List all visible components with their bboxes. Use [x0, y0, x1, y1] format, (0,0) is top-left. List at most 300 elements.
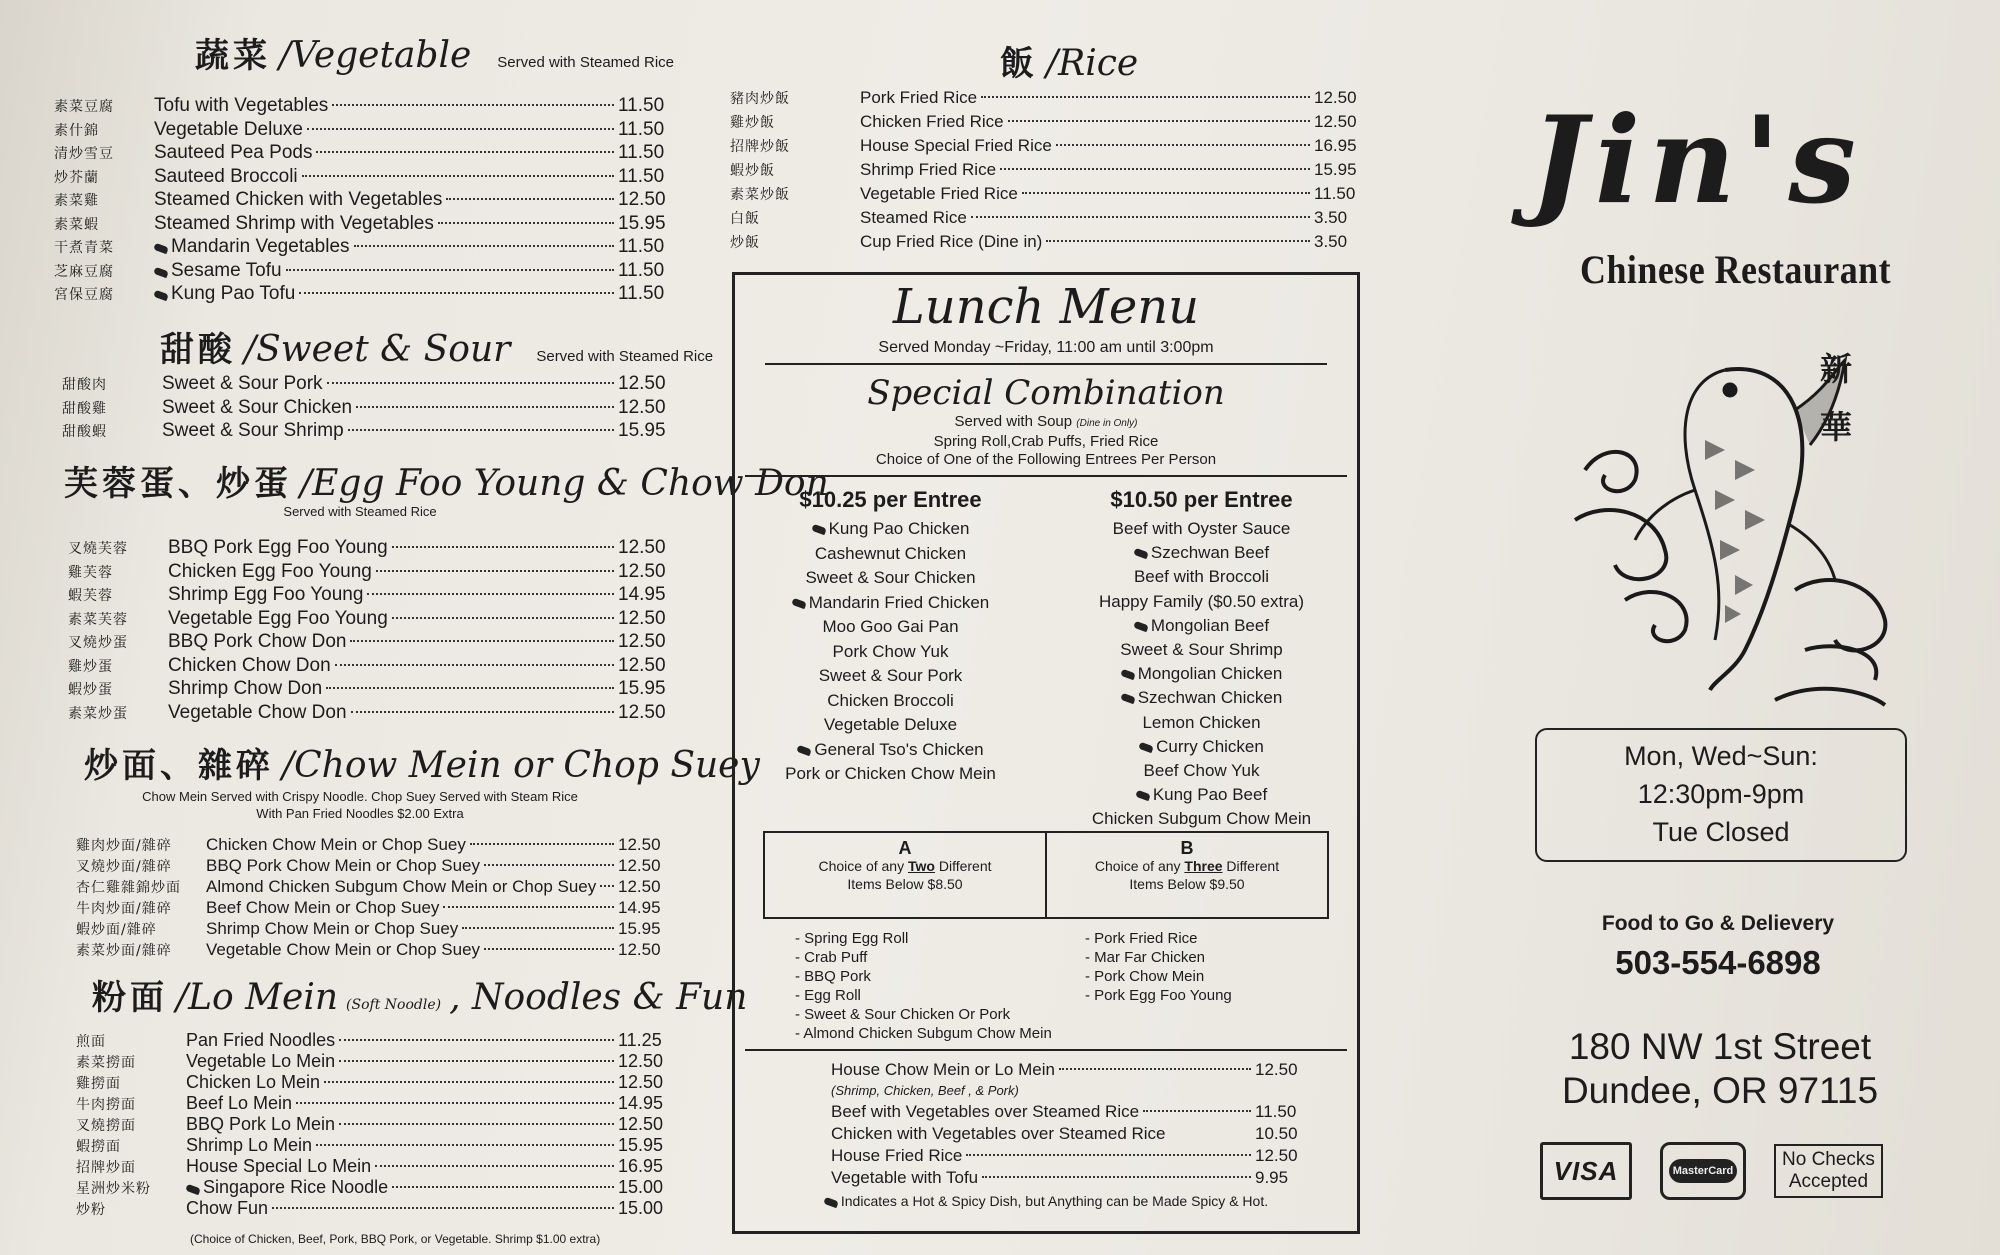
lo-mein-header — [92, 970, 747, 1019]
item-name: Shrimp Fried Rice — [860, 160, 997, 179]
hours-line-2: 12:30pm-9pm — [1637, 779, 1805, 809]
item-name: Pork Fried Rice — [860, 88, 978, 107]
vegetable-title: /Vegetable — [279, 35, 472, 76]
chow-mein-title-zh: 炒面、雜碎 — [84, 746, 274, 786]
item-price: 16.95 — [1314, 136, 1357, 155]
entree-name: Beef with Broccoli — [1133, 567, 1270, 587]
item-price: 12.50 — [1314, 88, 1357, 107]
entree-item — [1046, 517, 1357, 541]
item-price: 15.00 — [618, 1198, 664, 1218]
menu-item — [54, 282, 674, 306]
item-name: Kung Pao Tofu — [171, 283, 296, 304]
entree-item — [735, 517, 1046, 542]
item-chinese-name: 素菜炒蛋 — [68, 705, 128, 722]
address-city: Dundee, OR 97115 — [1561, 1070, 1879, 1111]
item-price: 15.95 — [618, 420, 666, 441]
item-name: Vegetable Lo Mein — [186, 1051, 336, 1071]
entree-item — [1046, 759, 1357, 783]
item-name: Sesame Tofu — [171, 259, 282, 281]
no-checks-badge — [1774, 1144, 1883, 1198]
entree-item — [1046, 735, 1357, 759]
combo-sides — [795, 929, 1317, 1043]
leader-dots — [392, 546, 614, 548]
item-chinese-name: 雞炒飯 — [730, 115, 775, 131]
pepper-icon — [1133, 621, 1149, 632]
side-item: - Sweet & Sour Chicken Or Pork — [795, 1006, 1011, 1024]
entree-item — [1046, 565, 1357, 589]
menu-item — [68, 536, 674, 560]
entree-item — [735, 542, 1046, 567]
pepper-icon — [185, 1184, 201, 1195]
leader-dots — [375, 1165, 614, 1167]
pepper-icon — [797, 744, 813, 755]
entree-column-1050 — [1046, 483, 1357, 831]
item-price: 12.50 — [618, 607, 666, 629]
item-price: 12.50 — [1314, 112, 1357, 131]
egg-foo-title: /Egg Foo Young & Chow Don — [300, 463, 829, 504]
entree-list-1050 — [1046, 517, 1357, 831]
menu-item — [68, 583, 674, 607]
leader-dots — [1022, 192, 1310, 194]
entree-item — [735, 615, 1046, 640]
item-chinese-name: 炒飯 — [730, 235, 760, 251]
menu-item — [76, 1051, 674, 1072]
menu-item — [730, 86, 1370, 110]
entree-name: Mongolian Chicken — [1137, 664, 1283, 684]
combo-a-text-2: Different — [934, 858, 992, 875]
entree-name: Pork or Chicken Chow Mein — [785, 764, 996, 783]
item-price: 15.95 — [618, 212, 666, 234]
chow-mein-notes — [40, 788, 680, 822]
item-name: Vegetable Chow Mein or Chop Suey — [206, 940, 481, 959]
leader-dots — [1008, 120, 1310, 122]
leader-dots — [350, 640, 614, 642]
logo-script: Jin's — [1530, 90, 1864, 231]
delivery-note: Food to Go & Delievery — [1601, 912, 1835, 935]
item-name: Mandarin Vegetables — [171, 236, 350, 257]
item-chinese-name: 干煮青菜 — [54, 240, 114, 256]
divider — [765, 363, 1327, 365]
koi-fish-icon — [1565, 350, 1895, 710]
entree-item — [735, 713, 1046, 738]
spicy-footnote — [735, 1193, 1357, 1209]
item-chinese-name: 叉燒炒面/雜碎 — [76, 859, 172, 875]
includes-note: Spring Roll,Crab Puffs, Fried Rice — [933, 433, 1159, 450]
item-price: 11.50 — [618, 95, 665, 116]
menu-item — [76, 876, 674, 897]
combo-ab-box — [763, 831, 1329, 919]
item-chinese-name: 雞炒蛋 — [68, 658, 113, 675]
hours-line-3: Tue Closed — [1652, 817, 1790, 847]
item-price: 3.50 — [1314, 232, 1348, 251]
menu-item — [76, 1198, 674, 1219]
item-chinese-name: 素菜雞 — [54, 193, 99, 209]
item-price: 10.50 — [1255, 1124, 1298, 1144]
egg-foo-header — [64, 456, 829, 505]
entree-name: Sweet & Sour Chicken — [805, 568, 976, 587]
item-name: Chicken Egg Foo Young — [168, 560, 372, 582]
item-chinese-name: 蝦炒蛋 — [68, 682, 113, 698]
pepper-icon — [153, 243, 169, 254]
combo-b-text: Choice of any — [1094, 858, 1185, 875]
mastercard-label: MasterCard — [1669, 1159, 1738, 1183]
item-name: BBQ Pork Lo Mein — [186, 1114, 336, 1134]
lo-mein-title-zh: 粉面 — [92, 978, 168, 1018]
item-name: Chicken Chow Don — [168, 654, 331, 676]
item-price: 9.95 — [1255, 1168, 1289, 1188]
combo-a — [765, 833, 1045, 917]
item-name: Vegetable Deluxe — [154, 118, 303, 140]
side-item: - Pork Chow Mein — [1085, 968, 1205, 986]
item-price: 14.95 — [618, 1093, 664, 1113]
entree-columns — [735, 483, 1357, 831]
rice-title: /Rice — [1046, 43, 1139, 84]
item-name: Pan Fried Noodles — [186, 1030, 336, 1050]
combo-a-count: Two — [907, 858, 935, 875]
item-chinese-name: 叉燒芙蓉 — [68, 541, 128, 557]
combo-b-price: Items Below $9.50 — [1129, 876, 1245, 893]
sweet-sour-header — [160, 322, 713, 371]
entree-name: Beef with Oyster Sauce — [1112, 519, 1291, 538]
entree-item — [735, 689, 1046, 714]
visa-icon: VISA — [1540, 1142, 1632, 1200]
menu-item — [76, 918, 674, 939]
item-chinese-name: 素菜炒面/雜碎 — [76, 943, 172, 959]
item-chinese-name: 素菜蝦 — [54, 216, 99, 233]
menu-item — [54, 118, 674, 142]
menu-item — [76, 855, 674, 876]
leader-dots — [438, 222, 614, 224]
leader-dots — [446, 198, 614, 200]
item-name: House Chow Mein or Lo Mein — [831, 1060, 1055, 1080]
menu-item — [76, 1072, 674, 1093]
item-name: Beef with Vegetables over Steamed Rice — [831, 1102, 1140, 1122]
item-chinese-name: 甜酸蝦 — [62, 424, 107, 440]
leader-dots — [316, 151, 614, 153]
special-combination-title: Special Combination — [867, 373, 1225, 413]
dine-in-only: (Dine in Only) — [1076, 418, 1138, 429]
item-name: Sweet & Sour Shrimp — [162, 420, 344, 441]
item-price: 12.50 — [618, 1072, 664, 1092]
menu-item — [62, 396, 674, 420]
list-item — [831, 1059, 1301, 1081]
entree-name: Kung Pao Beef — [1152, 785, 1268, 805]
leader-dots — [339, 1060, 614, 1062]
address-street: 180 NW 1st Street — [1568, 1026, 1872, 1067]
lunch-title: Lunch Menu — [892, 279, 1200, 335]
leader-dots — [981, 96, 1310, 98]
leader-dots — [327, 382, 614, 384]
item-chinese-name: 牛肉炒面/雜碎 — [76, 901, 172, 917]
item-price: 15.00 — [618, 1177, 664, 1197]
vegetable-title-zh: 蔬菜 — [195, 36, 271, 76]
rice-header — [1000, 36, 1138, 85]
item-chinese-name: 炒粉 — [76, 1202, 106, 1218]
item-name: Chicken with Vegetables over Steamed Rice — [831, 1124, 1166, 1144]
egg-foo-note: Served with Steamed Rice — [283, 504, 437, 519]
pepper-icon — [153, 290, 169, 301]
entree-item — [1046, 662, 1357, 686]
item-price: 12.50 — [618, 877, 661, 896]
item-chinese-name: 甜酸肉 — [62, 377, 107, 393]
soup-note: Served with Soup — [954, 413, 1073, 430]
item-name: Beef Lo Mein — [186, 1093, 293, 1113]
rice-list — [730, 86, 1370, 254]
item-price: 15.95 — [618, 919, 661, 938]
menu-item — [68, 560, 674, 584]
lunch-bottom-list — [831, 1059, 1301, 1189]
address — [1540, 1025, 1900, 1113]
item-name: Vegetable Chow Don — [168, 701, 347, 723]
chow-fun-note: (Choice of Chicken, Beef, Pork, BBQ Pork, or Vegetable. Shrimp $1.00 extra) — [190, 1232, 601, 1246]
item-name: BBQ Pork Chow Don — [168, 631, 347, 652]
lunch-menu-box — [732, 272, 1360, 1234]
item-price: 12.50 — [618, 537, 666, 558]
house-chow-mein-note: (Shrimp, Chicken, Beef , & Pork) — [831, 1083, 1019, 1099]
item-name: BBQ Pork Chow Mein or Chop Suey — [206, 856, 481, 875]
side-item: - Pork Fried Rice — [1085, 930, 1198, 948]
leader-dots — [1059, 1068, 1251, 1070]
item-price: 11.50 — [1255, 1102, 1297, 1122]
menu-item — [68, 607, 674, 631]
item-name: Steamed Chicken with Vegetables — [154, 189, 443, 210]
leader-dots — [316, 1144, 614, 1146]
leader-dots — [392, 617, 614, 619]
menu-item — [54, 94, 674, 118]
lo-mein-list — [76, 1030, 674, 1219]
sweet-sour-note: Served with Steamed Rice — [536, 348, 714, 365]
entree-item — [735, 664, 1046, 689]
pepper-icon — [1120, 669, 1136, 680]
menu-item — [76, 939, 674, 960]
item-price: 12.50 — [618, 560, 666, 582]
item-price: 12.50 — [618, 701, 666, 723]
leader-dots — [335, 664, 614, 666]
footnote-text: Indicates a Hot & Spicy Dish, but Anything can be Made Spicy & Hot. — [840, 1193, 1269, 1210]
combo-b-count: Three — [1184, 858, 1223, 875]
item-chinese-name: 牛肉撈面 — [76, 1097, 136, 1113]
entree-item — [1046, 541, 1357, 565]
menu-item — [54, 141, 674, 165]
menu-item — [54, 235, 674, 259]
item-name: Shrimp Chow Mein or Chop Suey — [206, 919, 459, 938]
item-price: 11.25 — [618, 1030, 662, 1050]
item-price: 16.95 — [618, 1156, 664, 1176]
menu-item — [730, 182, 1370, 206]
leader-dots — [307, 128, 614, 130]
choice-note: Choice of One of the Following Entrees Per Person — [875, 451, 1217, 468]
leader-dots — [462, 927, 614, 929]
item-price: 12.50 — [618, 654, 666, 676]
chow-mein-note-2: With Pan Fried Noodles $2.00 Extra — [256, 806, 464, 821]
side-item: - Spring Egg Roll — [795, 930, 909, 948]
item-chinese-name: 蝦炒飯 — [730, 163, 775, 179]
entree-item — [735, 762, 1046, 787]
item-chinese-name: 白飯 — [730, 211, 760, 227]
list-item — [831, 1167, 1301, 1189]
menu-item — [730, 206, 1370, 230]
combo-a-price: Items Below $8.50 — [847, 876, 963, 893]
phone-number: 503-554-6898 — [1615, 944, 1821, 981]
entree-name: Sweet & Sour Shrimp — [1120, 639, 1283, 659]
menu-item — [76, 1156, 674, 1177]
item-name: Vegetable with Tofu — [831, 1168, 979, 1188]
item-name: House Special Lo Mein — [186, 1156, 372, 1176]
entree-name: Moo Goo Gai Pan — [822, 617, 959, 636]
entree-item — [1046, 711, 1357, 735]
item-chinese-name: 雞芙蓉 — [68, 564, 113, 581]
item-name: Shrimp Lo Mein — [186, 1135, 313, 1155]
entree-head-1050: $10.50 per Entree — [1110, 487, 1293, 512]
menu-item — [68, 701, 674, 725]
item-chinese-name: 招牌炒面 — [76, 1160, 136, 1176]
sides-list-right — [1085, 929, 1317, 1043]
entree-name: Lemon Chicken — [1142, 712, 1261, 732]
entree-name: Chicken Subgum Chow Mein — [1091, 809, 1312, 829]
leader-dots — [1000, 168, 1310, 170]
item-chinese-name: 叉燒炒蛋 — [68, 635, 128, 651]
leader-dots — [1046, 240, 1310, 242]
combo-b-text-2: Different — [1222, 858, 1280, 875]
menu-item — [68, 677, 674, 701]
entree-name: Beef Chow Yuk — [1143, 760, 1260, 780]
combo-b-letter: B — [1180, 838, 1194, 859]
entree-name: Happy Family ($0.50 extra) — [1098, 591, 1305, 611]
item-name: Shrimp Egg Foo Young — [168, 584, 364, 605]
leader-dots — [324, 1081, 614, 1083]
side-item: - Pork Egg Foo Young — [1085, 987, 1232, 1005]
item-chinese-name: 芝麻豆腐 — [54, 263, 114, 280]
menu-item — [730, 110, 1370, 134]
entree-item — [735, 640, 1046, 665]
menu-item — [54, 259, 674, 283]
mastercard-icon — [1660, 1142, 1746, 1200]
menu-item — [68, 654, 674, 678]
hours-box — [1535, 728, 1907, 862]
item-name: BBQ Pork Egg Foo Young — [168, 537, 388, 558]
item-chinese-name: 炒芥蘭 — [54, 169, 99, 186]
leader-dots — [302, 175, 614, 177]
special-note — [735, 413, 1357, 469]
menu-item — [76, 1114, 674, 1135]
item-price: 12.50 — [618, 835, 661, 854]
leader-dots — [356, 406, 614, 408]
item-name: Steamed Shrimp with Vegetables — [154, 212, 434, 234]
menu-item — [68, 630, 674, 654]
no-checks-line-2: Accepted — [1788, 1171, 1869, 1192]
item-price: 12.50 — [618, 373, 666, 394]
pepper-icon — [1135, 790, 1151, 801]
item-price: 11.50 — [618, 118, 665, 140]
item-price: 12.50 — [618, 940, 661, 959]
item-chinese-name: 素菜豆腐 — [54, 99, 114, 115]
entree-item — [1046, 783, 1357, 807]
rice-title-zh: 飯 — [1000, 44, 1038, 84]
item-price: 11.50 — [618, 165, 665, 187]
item-name: Chicken Lo Mein — [186, 1072, 321, 1092]
leader-dots — [484, 864, 614, 866]
menu-item — [730, 134, 1370, 158]
entree-name: Mandarin Fried Chicken — [808, 592, 990, 612]
logo-chinese-name: 新華 — [1820, 350, 1853, 446]
item-price: 11.50 — [618, 259, 665, 281]
menu-item — [54, 188, 674, 212]
menu-item — [62, 419, 674, 443]
logo-subtitle: Chinese Restaurant — [1580, 247, 1892, 292]
menu-item — [76, 1093, 674, 1114]
item-price: 15.95 — [618, 1135, 664, 1155]
entree-name: General Tso's Chicken — [814, 739, 984, 759]
list-item — [831, 1101, 1301, 1123]
entree-item — [1046, 638, 1357, 662]
divider — [745, 1049, 1347, 1051]
entree-item — [735, 738, 1046, 763]
item-chinese-name: 星洲炒米粉 — [76, 1181, 151, 1197]
sweet-sour-title: /Sweet & Sour — [244, 329, 511, 370]
menu-item — [76, 1030, 674, 1051]
item-name: Singapore Rice Noodle — [203, 1177, 389, 1197]
menu-item — [54, 212, 674, 236]
leader-dots — [443, 906, 614, 908]
entree-item — [1046, 614, 1357, 638]
hours-line-1: Mon, Wed~Sun: — [1624, 741, 1818, 771]
chow-mein-title: /Chow Mein or Chop Suey — [282, 745, 760, 786]
item-price: 11.50 — [1314, 184, 1356, 203]
sweet-sour-list — [62, 372, 674, 443]
item-chinese-name: 清炒雪豆 — [54, 146, 114, 162]
menu-item — [730, 158, 1370, 182]
pepper-icon — [1133, 548, 1149, 559]
item-chinese-name: 素菜炒飯 — [730, 187, 790, 203]
leader-dots — [966, 1154, 1251, 1156]
egg-foo-list — [68, 536, 674, 724]
entree-item — [735, 566, 1046, 591]
vegetable-note: Served with Steamed Rice — [497, 54, 675, 71]
item-price: 15.95 — [618, 678, 666, 699]
item-chinese-name: 蝦芙蓉 — [68, 588, 113, 604]
item-name: Sweet & Sour Chicken — [162, 396, 353, 418]
item-chinese-name: 雞肉炒面/雜碎 — [76, 838, 172, 854]
pepper-icon — [1120, 693, 1136, 704]
entree-name: Pork Chow Yuk — [832, 641, 949, 661]
pepper-icon — [153, 266, 169, 277]
no-checks-line-1: No Checks — [1782, 1149, 1875, 1170]
pepper-icon — [823, 1197, 839, 1208]
item-name: Chicken Chow Mein or Chop Suey — [206, 835, 466, 854]
item-chinese-name: 素菜芙蓉 — [68, 611, 128, 628]
menu-item — [76, 897, 674, 918]
side-item: - Egg Roll — [795, 987, 861, 1005]
leader-dots — [348, 429, 614, 431]
item-name: Chow Fun — [186, 1198, 269, 1218]
item-name: Sauteed Pea Pods — [154, 142, 313, 163]
item-price: 12.50 — [618, 856, 661, 875]
pepper-icon — [1138, 742, 1154, 753]
item-price: 11.50 — [618, 142, 665, 163]
leader-dots — [272, 1207, 614, 1209]
item-price: 11.50 — [618, 236, 665, 257]
entree-name: Szechwan Chicken — [1137, 688, 1283, 708]
item-chinese-name: 招牌炒飯 — [730, 139, 790, 155]
leader-dots — [470, 843, 614, 845]
entree-item — [1046, 686, 1357, 710]
side-item: - Mar Far Chicken — [1085, 949, 1206, 967]
item-name: Tofu with Vegetables — [154, 95, 329, 116]
item-price: 12.50 — [618, 631, 666, 652]
leader-dots — [354, 245, 614, 247]
entree-list-1025 — [735, 517, 1046, 787]
item-price: 14.95 — [618, 584, 666, 605]
